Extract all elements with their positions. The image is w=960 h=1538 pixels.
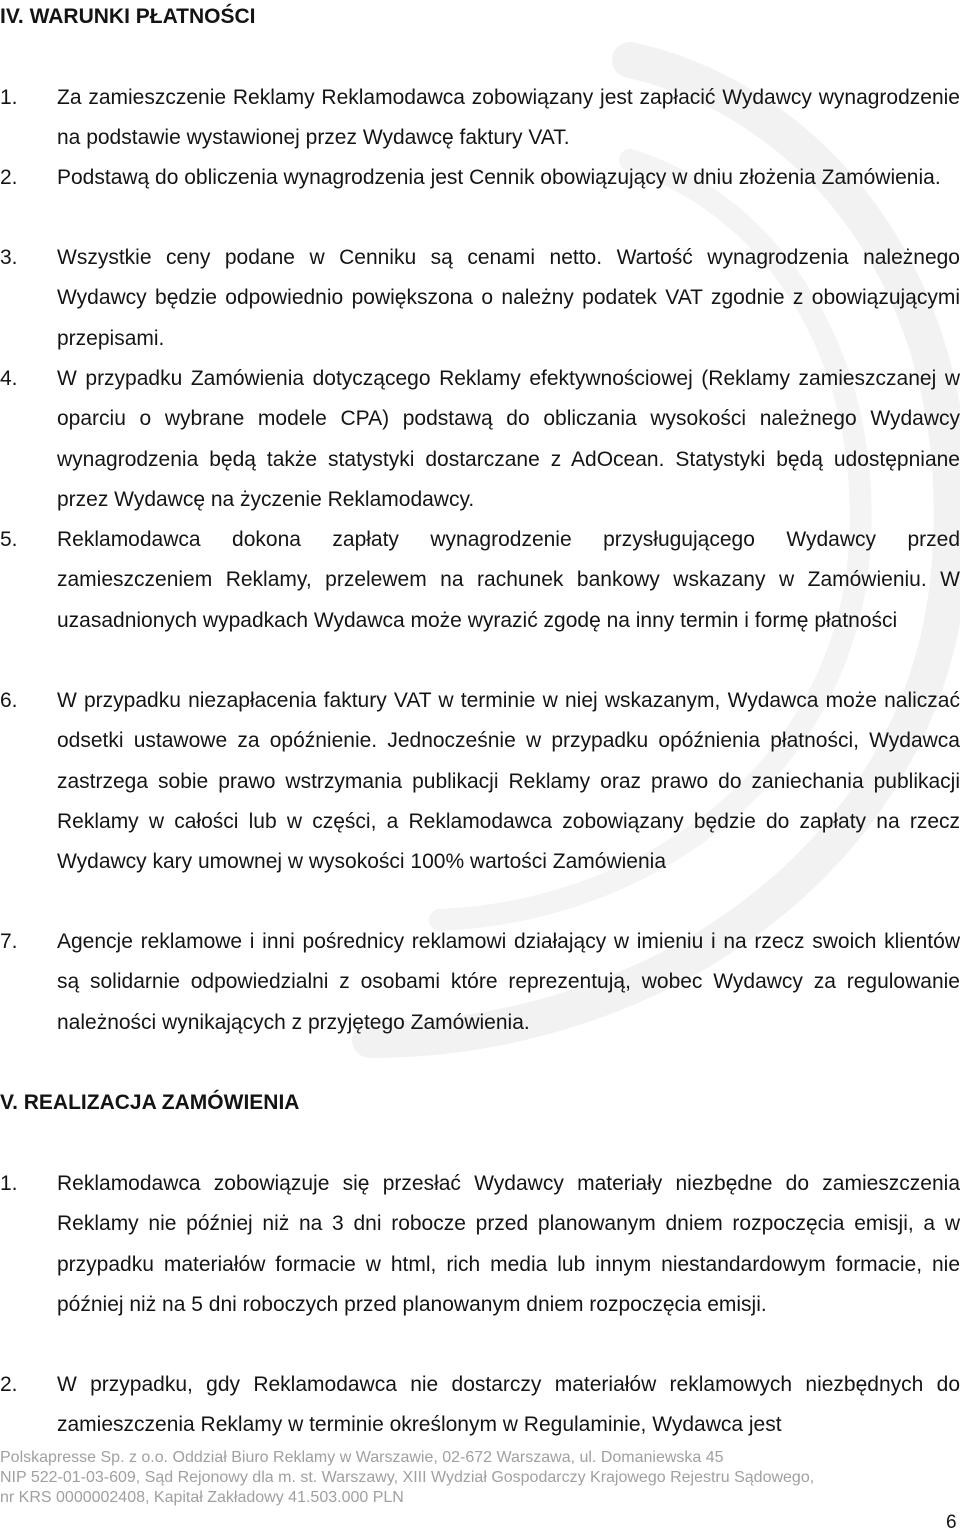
item-text: Agencje reklamowe i inni pośrednicy reklamowi działający w imieniu i na rzecz swoich klientów są solidarnie odpowiedzialni z osobami które reprezentują, wobec Wydawcy za regulowanie należności wynikających z przyjętego Zamówienia. [57, 930, 960, 1034]
list-item [0, 1365, 960, 1446]
item-number: 5. [0, 528, 18, 551]
item-text: W przypadku niezapłacenia faktury VAT w terminie w niej wskazanym, Wydawca może naliczać odsetki ustawowe za opóźnienie. Jednocześnie w przypadku opóźnienia płatności, Wydawca zastrzega sobie prawo wstrzymania publikacji Reklamy oraz prawo do zaniechania publikacji Reklamy w całości lub w części, a Reklamodawca zobowiązany będzie do zapłaty na rzecz Wydawcy kary umownej w wysokości 100% wartości Zamówienia [57, 689, 960, 874]
item-text: Reklamodawca dokona zapłaty wynagrodzenie przysługującego Wydawcy przed zamieszczeniem Reklamy, przelewem na rachunek bankowy wskazany w Zamówieniu. W uzasadnionych wypadkach Wydawca może wyrazić zgodę na inny termin i formę płatności [57, 528, 960, 632]
item-number: 1. [0, 1172, 18, 1195]
section-heading-order-execution: V. REALIZACJA ZAMÓWIENIA [0, 1091, 300, 1114]
list-item [0, 1164, 960, 1325]
item-text: W przypadku Zamówienia dotyczącego Reklamy efektywnościowej (Reklamy zamieszczanej w oparciu o wybrane modele CPA) podstawą do obliczania wysokości należnego Wydawcy wynagrodzenia będą także statystyki dostarczane z AdOcean. Statystyki będą udostępniane przez Wydawcę na życzenie Reklamodawcy. [57, 367, 960, 511]
item-text: Za zamieszczenie Reklamy Reklamodawca zobowiązany jest zapłacić Wydawcy wynagrodzenie na podstawie wystawionej przez Wydawcę faktury VAT. [57, 86, 960, 150]
list-item [0, 158, 960, 198]
item-text: Podstawą do obliczenia wynagrodzenia jest Cennik obowiązujący w dniu złożenia Zamówienia. [57, 166, 941, 189]
item-text: Wszystkie ceny podane w Cenniku są cenami netto. Wartość wynagrodzenia należnego Wydawcy będzie odpowiednio powiększona o należny podatek VAT zgodnie z obowiązującymi przepisami. [57, 246, 960, 350]
item-number: 7. [0, 930, 18, 953]
list-item [0, 359, 960, 520]
page-number: 6 [946, 1512, 957, 1533]
list-item [0, 238, 960, 359]
item-number: 2. [0, 166, 18, 189]
section-heading-payment-terms: IV. WARUNKI PŁATNOŚCI [0, 5, 256, 28]
item-number: 2. [0, 1373, 18, 1396]
item-text: W przypadku, gdy Reklamodawca nie dostarczy materiałów reklamowych niezbędnych do zamieszczenia Reklamy w terminie określonym w Regulaminie, Wydawca jest [57, 1373, 960, 1437]
list-item [0, 922, 960, 1043]
footer-line: NIP 522-01-03-609, Sąd Rejonowy dla m. st. Warszawy, XIII Wydział Gospodarczy Krajowego Rejestru Sądowego, [0, 1469, 815, 1486]
footer-line: nr KRS 0000002408, Kapitał Zakładowy 41.503.000 PLN [0, 1489, 404, 1506]
item-text: Reklamodawca zobowiązuje się przesłać Wydawcy materiały niezbędne do zamieszczenia Reklamy nie później niż na 3 dni robocze przed planowanym dniem rozpoczęcia emisji, a w przypadku materiałów formacie w html, rich media lub innym niestandardowym formacie, nie później niż na 5 dni roboczych przed planowanym dniem rozpoczęcia emisji. [57, 1172, 960, 1316]
item-number: 3. [0, 246, 18, 269]
list-item [0, 520, 960, 641]
item-number: 4. [0, 367, 18, 390]
item-number: 6. [0, 689, 18, 712]
list-item [0, 78, 960, 159]
page-footer [0, 1448, 814, 1508]
list-item [0, 681, 960, 882]
item-number: 1. [0, 86, 18, 109]
footer-line: Polskapresse Sp. z o.o. Oddział Biuro Reklamy w Warszawie, 02-672 Warszawa, ul. Domaniewska 45 [0, 1449, 724, 1466]
